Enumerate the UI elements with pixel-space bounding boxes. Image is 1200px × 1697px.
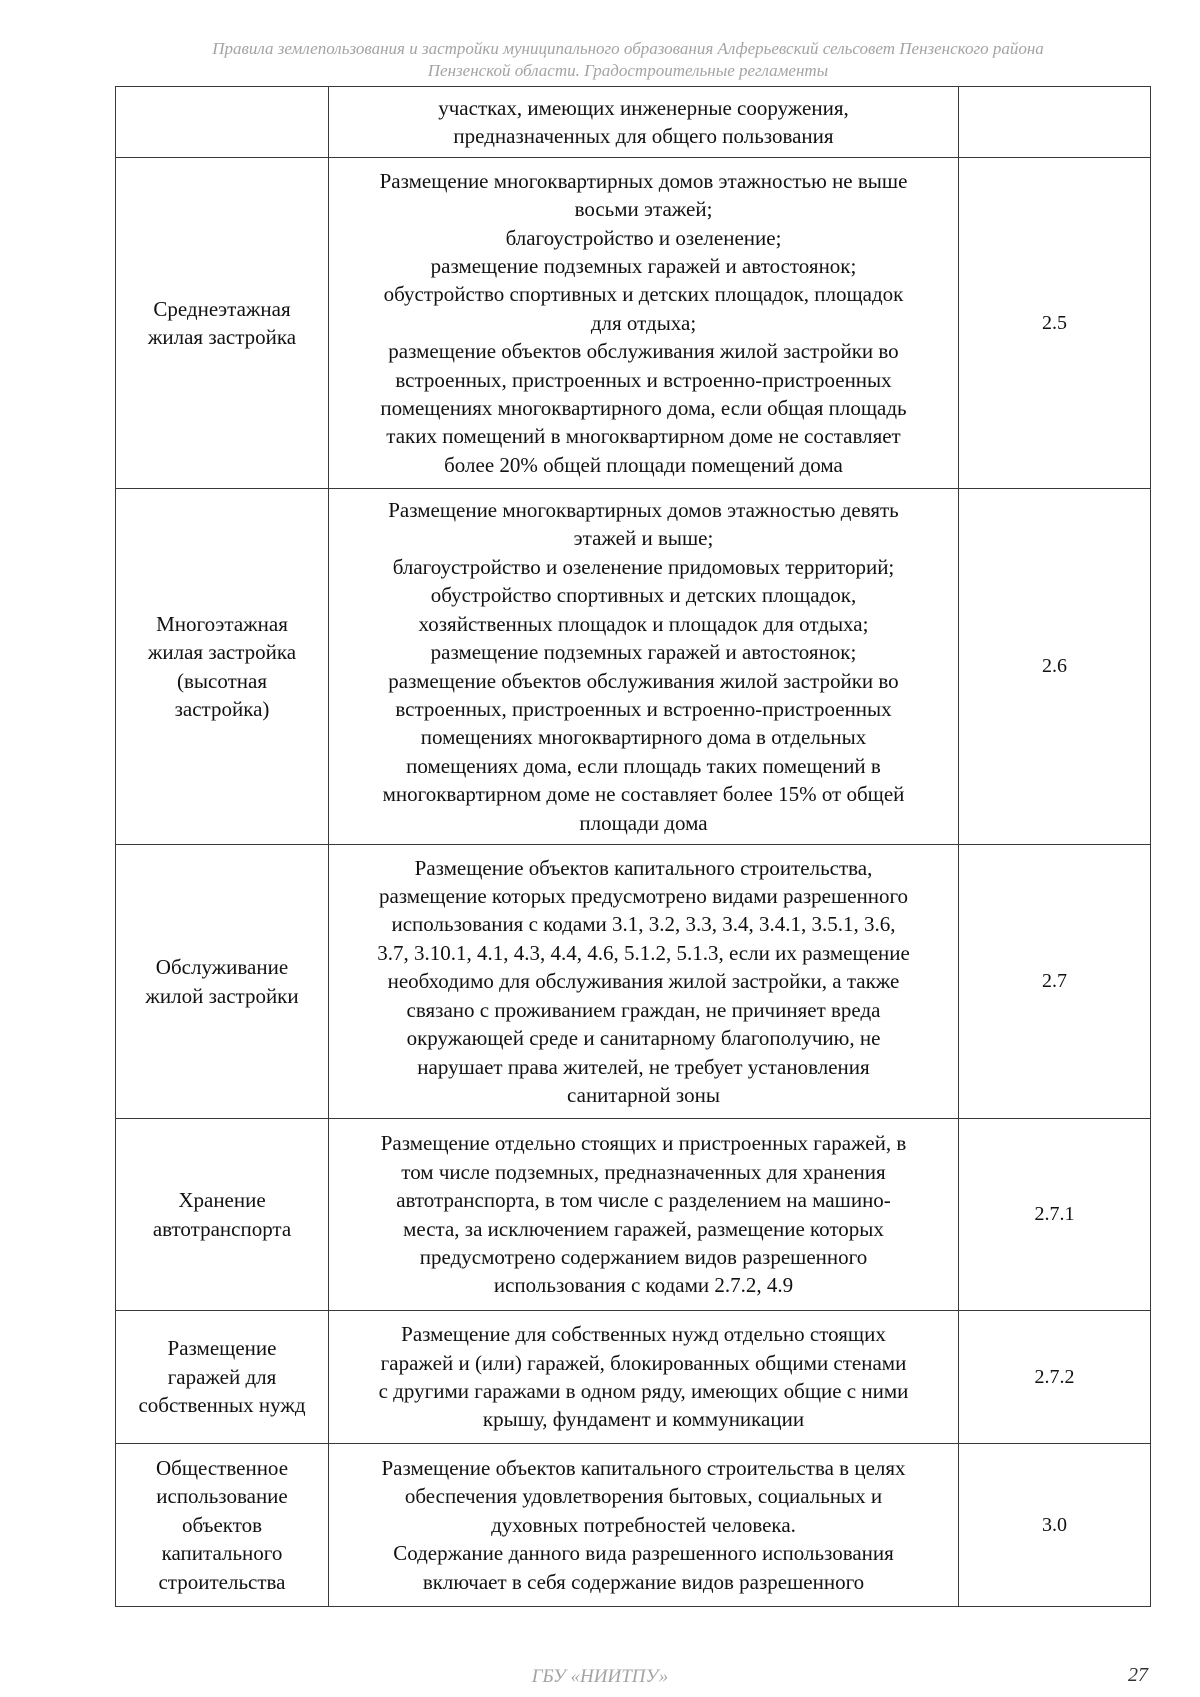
use-type-code: 2.6 bbox=[959, 489, 1151, 845]
table-row bbox=[116, 87, 1151, 158]
use-type-code: 2.7.2 bbox=[959, 1311, 1151, 1444]
use-type-description: Размещение объектов капитального строительства, размещение которых предусмотрено видами разрешенного использования с кодами 3.1, 3.2, 3.3, 3.4, 3.4.1, 3.5.1, 3.6, 3.7, 3.10.1, 4.1, 4.3, 4.4, 4.6, 5.1.2, 5.1.3, если их размещение необходимо для обслуживания жилой застройки, а также связано с проживанием граждан, не причиняет вреда окружающей среде и санитарному благополучию, не нарушает права жителей, не требует установления санитарной зоны bbox=[329, 845, 959, 1119]
running-header bbox=[100, 38, 1156, 82]
table-row bbox=[116, 158, 1151, 489]
header-line-2: Пензенской области. Градостроительные регламенты bbox=[427, 61, 829, 80]
use-type-name bbox=[116, 87, 329, 158]
use-type-description: Размещение многоквартирных домов этажностью не выше восьми этажей; благоустройство и озеленение; размещение подземных гаражей и автостоянок; обустройство спортивных и детских площадок, площадок для отдыха; размещение объектов обслуживания жилой застройки во встроенных, пристроенных и встроенно-пристроенных помещениях многоквартирного дома, если общая площадь таких помещений в многоквартирном доме не составляет более 20% общей площади помещений дома bbox=[329, 158, 959, 489]
land-use-table bbox=[115, 86, 1151, 1607]
use-type-code: 2.7 bbox=[959, 845, 1151, 1119]
table-row bbox=[116, 489, 1151, 845]
header-line-1: Правила землепользования и застройки муниципального образования Алферьевский сельсовет Пензенского района bbox=[212, 39, 1044, 58]
use-type-name: Общественное использование объектов капитального строительства bbox=[116, 1444, 329, 1607]
use-type-description: участках, имеющих инженерные сооружения, предназначенных для общего пользования bbox=[329, 87, 959, 158]
use-type-description: Размещение объектов капитального строительства в целях обеспечения удовлетворения бытовых, социальных и духовных потребностей человека. Содержание данного вида разрешенного использования включает в себя содержание видов разрешенного bbox=[329, 1444, 959, 1607]
footer-organization: ГБУ «НИИТПУ» bbox=[531, 1666, 669, 1687]
use-type-name: Размещение гаражей для собственных нужд bbox=[116, 1311, 329, 1444]
use-type-name: Многоэтажная жилая застройка (высотная застройка) bbox=[116, 489, 329, 845]
use-type-description: Размещение для собственных нужд отдельно стоящих гаражей и (или) гаражей, блокированных общими стенами с другими гаражами в одном ряду, имеющих общие с ними крышу, фундамент и коммуникации bbox=[329, 1311, 959, 1444]
use-type-name: Среднеэтажная жилая застройка bbox=[116, 158, 329, 489]
use-type-code bbox=[959, 87, 1151, 158]
use-type-code: 2.5 bbox=[959, 158, 1151, 489]
table-row bbox=[116, 1444, 1151, 1607]
page-number: 27 bbox=[1128, 1664, 1148, 1686]
table-row bbox=[116, 845, 1151, 1119]
use-type-name: Обслуживание жилой застройки bbox=[116, 845, 329, 1119]
table-row bbox=[116, 1311, 1151, 1444]
use-type-code: 3.0 bbox=[959, 1444, 1151, 1607]
use-type-name: Хранение автотранспорта bbox=[116, 1119, 329, 1311]
use-type-description: Размещение многоквартирных домов этажностью девять этажей и выше; благоустройство и озеленение придомовых территорий; обустройство спортивных и детских площадок, хозяйственных площадок и площадок для отдыха; размещение подземных гаражей и автостоянок; размещение объектов обслуживания жилой застройки во встроенных, пристроенных и встроенно-пристроенных помещениях многоквартирного дома в отдельных помещениях дома, если площадь таких помещений в многоквартирном доме не составляет более 15% от общей площади дома bbox=[329, 489, 959, 845]
use-type-code: 2.7.1 bbox=[959, 1119, 1151, 1311]
use-type-description: Размещение отдельно стоящих и пристроенных гаражей, в том числе подземных, предназначенных для хранения автотранспорта, в том числе с разделением на машино- места, за исключением гаражей, размещение которых предусмотрено содержанием видов разрешенного использования с кодами 2.7.2, 4.9 bbox=[329, 1119, 959, 1311]
table-row bbox=[116, 1119, 1151, 1311]
